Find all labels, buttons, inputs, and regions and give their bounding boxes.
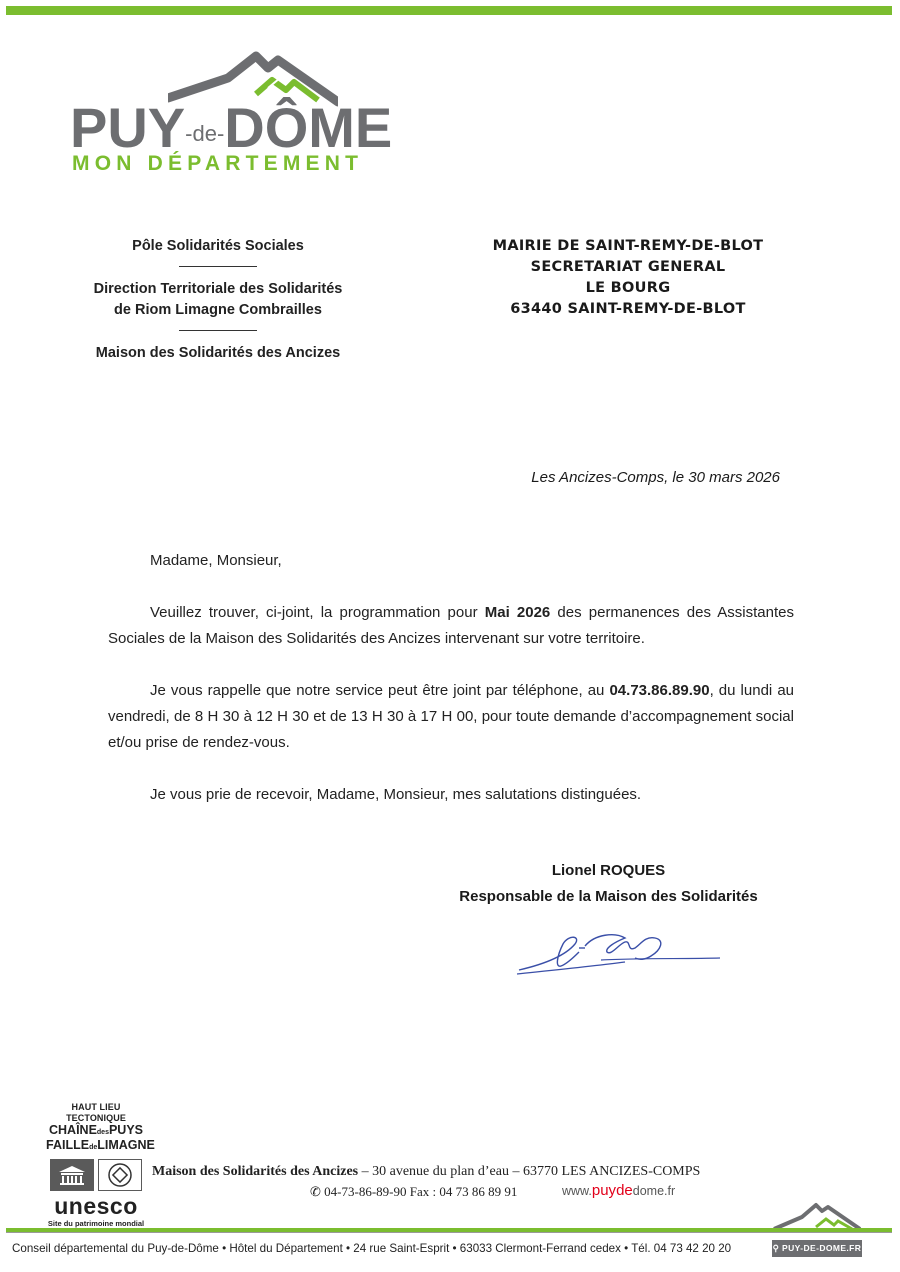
footer-grey-line xyxy=(6,1232,892,1233)
p2-text-a: Je vous rappelle que notre service peut être joint par téléphone, au xyxy=(150,682,610,699)
p2-bold-phone: 04.73.86.89.90 xyxy=(609,682,710,699)
recipient-block xyxy=(450,236,806,320)
house-phone: 04-73-86-89-90 Fax : 04 73 86 89 91 xyxy=(324,1184,518,1199)
web-tld: .fr xyxy=(664,1184,676,1198)
p3-text: Je vous prie de recevoir, Madame, Monsieur, mes salutations distinguées. xyxy=(150,786,642,803)
salutation xyxy=(108,548,794,574)
footer-text: Conseil départemental du Puy-de-Dôme • Hôtel du Département • 24 rue Saint-Esprit • 63033 Clermont-Ferrand cedex • Tél. 04 73 42 20 20 xyxy=(12,1242,732,1255)
unesco-line3-a: FAILLE xyxy=(46,1138,90,1152)
unesco-line3-b: de xyxy=(89,1144,98,1151)
unesco-word: unesco xyxy=(54,1193,138,1219)
signer-name: Lionel ROQUES xyxy=(551,862,666,879)
recipient-line3: LE BOURG xyxy=(585,280,671,296)
logo-puy: PUY xyxy=(70,96,186,159)
house-phone-line xyxy=(310,1184,517,1200)
web-prefix: www. xyxy=(562,1184,592,1198)
unesco-caption: Site du patrimoine mondial xyxy=(47,1219,145,1228)
sender-direction-line2: de Riom Limagne Combrailles xyxy=(114,302,322,318)
sender-direction-line1: Direction Territoriale des Solidarités xyxy=(93,281,343,297)
recipient-line2: SECRETARIAT GENERAL xyxy=(530,259,726,275)
p1-bold-month: Mai 2026 xyxy=(484,604,551,621)
house-name: Maison des Solidarités des Ancizes xyxy=(152,1164,359,1179)
unesco-line2-b: des xyxy=(96,1129,109,1136)
top-green-bar xyxy=(6,6,892,15)
salutation-text: Madame, Monsieur, xyxy=(150,552,282,569)
logo-subtitle: MON DÉPARTEMENT xyxy=(72,152,364,175)
web-dome: dome xyxy=(632,1184,665,1198)
recipient-line1: MAIRIE DE SAINT-REMY-DE-BLOT xyxy=(492,238,764,254)
signer-block xyxy=(430,858,787,910)
footer-website-badge[interactable] xyxy=(772,1240,862,1257)
separator xyxy=(179,266,257,267)
sender-pole: Pôle Solidarités Sociales xyxy=(132,238,304,254)
house-address: – 30 avenue du plan d’eau – 63770 LES ANCIZES-COMPS xyxy=(358,1164,701,1179)
house-address-line xyxy=(152,1164,732,1180)
world-heritage-icon xyxy=(98,1159,142,1191)
p2-text-b: , du lundi au vendredi, de 8 H 30 à 12 H 30 et de 13 H 30 à 17 H 00, pour toute demande d’accompagnement social et/ou prise de rendez-vous. xyxy=(108,682,795,751)
phone-icon: ✆ xyxy=(310,1184,321,1199)
footer-badge-text: PUY-DE-DOME.FR xyxy=(782,1243,862,1253)
paragraph-2 xyxy=(108,678,794,756)
web-puy: puy xyxy=(591,1182,617,1199)
p1-text-b: des permanences des Assistantes Sociales de la Maison des Solidarités des Ancizes intervenant sur votre territoire. xyxy=(108,604,794,647)
unesco-temple-icon xyxy=(50,1159,94,1191)
unesco-line2 xyxy=(46,1124,146,1139)
place-date: Les Ancizes-Comps, le 30 mars 2026 xyxy=(531,469,780,486)
recipient-line4: 63440 SAINT-REMY-DE-BLOT xyxy=(510,301,746,317)
letter-body xyxy=(108,548,794,808)
p1-text-a: Veuillez trouver, ci-joint, la programmation pour xyxy=(150,604,485,621)
separator xyxy=(179,330,257,331)
unesco-line3-c: LIMAGNE xyxy=(97,1138,155,1152)
unesco-line2-c: PUYS xyxy=(108,1123,144,1137)
footer-mountain-icon xyxy=(772,1201,862,1231)
signer-title: Responsable de la Maison des Solidarités xyxy=(459,888,758,905)
paragraph-3 xyxy=(108,782,794,808)
unesco-line3 xyxy=(46,1138,155,1154)
unesco-emblems xyxy=(46,1159,146,1191)
web-de: de xyxy=(616,1182,633,1199)
sender-block xyxy=(50,236,386,364)
website-link[interactable] xyxy=(562,1182,675,1199)
paragraph-1 xyxy=(108,600,794,652)
unesco-line2-a: CHAÎNE xyxy=(48,1123,97,1137)
unesco-block xyxy=(46,1102,155,1228)
logo-dome: DÔME xyxy=(224,96,393,159)
logo-de: -de- xyxy=(185,121,225,146)
search-icon: ⚲ xyxy=(772,1243,783,1253)
sender-maison: Maison des Solidarités des Ancizes xyxy=(95,345,341,361)
handwritten-signature xyxy=(515,926,725,978)
unesco-line1: HAUT LIEU TECTONIQUE xyxy=(66,1102,126,1123)
